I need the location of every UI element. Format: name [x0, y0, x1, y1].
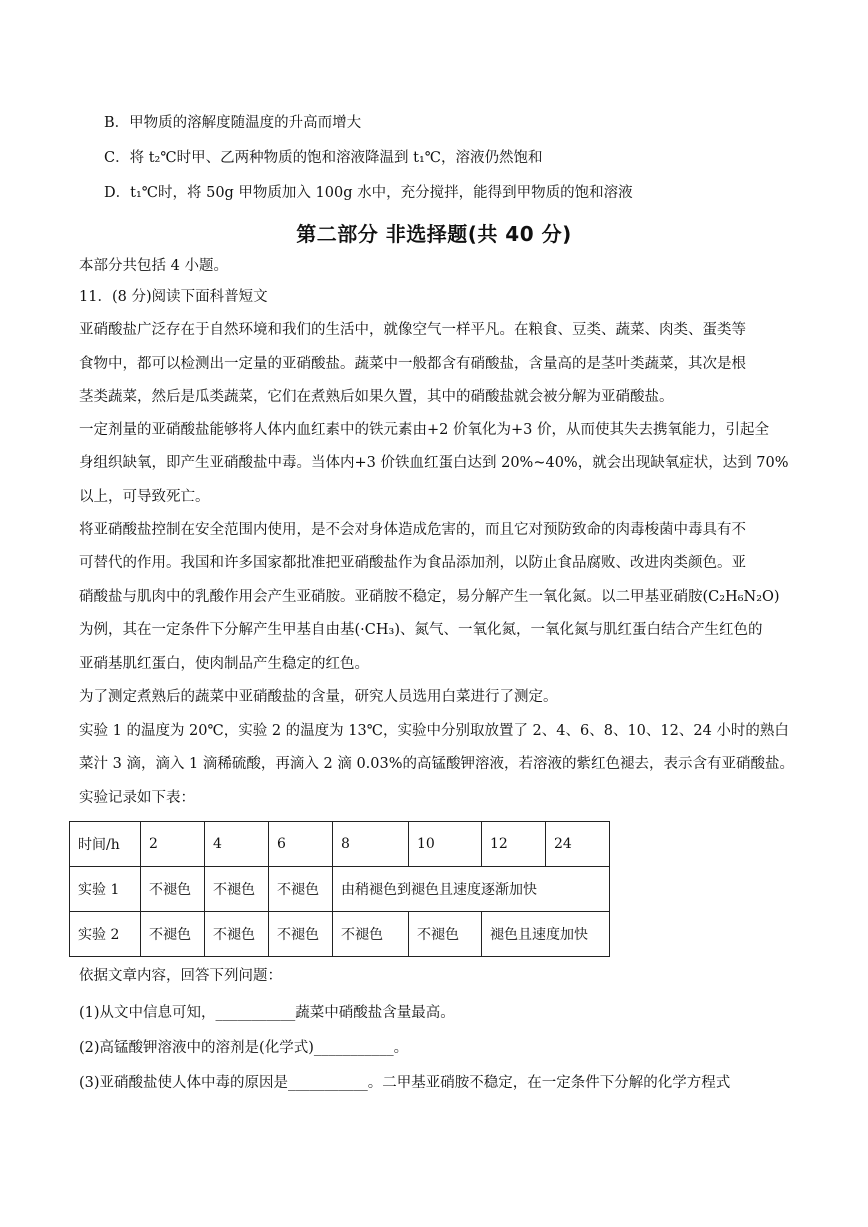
- experiment-record-table: [69, 821, 610, 957]
- table-cell: 不褪色: [205, 867, 269, 912]
- table-cell: 褪色且速度加快: [482, 912, 610, 957]
- paragraph-line: 为了测定煮熟后的蔬菜中亚硝酸盐的含量，研究人员选用白菜进行了测定。: [79, 689, 558, 705]
- question-11-header: 11．(8 分)阅读下面科普短文: [79, 289, 268, 305]
- table-cell: 24: [546, 822, 610, 867]
- table-cell: 6: [269, 822, 333, 867]
- paragraph-line: 菜汁 3 滴，滴入 1 滴稀硫酸，再滴入 2 滴 0.03%的高锰酸钾溶液，若溶液的紫红色褪去，表示含有亚硝酸盐。: [79, 756, 794, 772]
- table-header-row: [70, 822, 610, 867]
- section-title: 第二部分 非选择题(共 40 分): [296, 222, 572, 246]
- paragraph-line: 亚硝酸盐广泛存在于自然环境和我们的生活中，就像空气一样平凡。在粮食、豆类、蔬菜、肉类、蛋类等: [79, 322, 746, 338]
- paragraph-line: 实验记录如下表：: [79, 790, 195, 806]
- paragraph-line: 食物中，都可以检测出一定量的亚硝酸盐。蔬菜中一般都含有硝酸盐，含量高的是茎叶类蔬菜，其次是根: [79, 356, 746, 372]
- section-intro: 本部分共包括 4 小题。: [79, 258, 228, 274]
- table-cell: 由稍褪色到褪色且速度逐渐加快: [333, 867, 610, 912]
- option-d: D．t₁℃时，将 50g 甲物质加入 100g 水中，充分搅拌，能得到甲物质的饱和溶液: [104, 185, 633, 201]
- table-cell: 不褪色: [269, 867, 333, 912]
- paragraph-line: 将亚硝酸盐控制在安全范围内使用，是不会对身体造成危害的，而且它对预防致命的肉毒梭菌中毒具有不: [79, 522, 746, 538]
- table-cell: 实验 2: [70, 912, 141, 957]
- paragraph-line: 身组织缺氧，即产生亚硝酸盐中毒。当体内+3 价铁血红蛋白达到 20%~40%，就会出现缺氧症状，达到 70%: [79, 455, 789, 471]
- table-cell: 不褪色: [141, 912, 205, 957]
- table-row: [70, 867, 610, 912]
- question-3: (3)亚硝酸盐使人体中毒的原因是___________。二甲基亚硝胺不稳定，在一定条件下分解的化学方程式: [79, 1075, 731, 1091]
- table-cell: 12: [482, 822, 546, 867]
- paragraph-line: 以上，可导致死亡。: [79, 489, 210, 505]
- table-row: [70, 912, 610, 957]
- questions-lead: 依据文章内容，回答下列问题：: [79, 968, 282, 984]
- table-cell: 不褪色: [269, 912, 333, 957]
- option-c: C．将 t₂℃时甲、乙两种物质的饱和溶液降温到 t₁℃，溶液仍然饱和: [104, 150, 543, 166]
- table-cell: 2: [141, 822, 205, 867]
- table-cell: 时间/h: [70, 822, 141, 867]
- paragraph-line: 实验 1 的温度为 20℃，实验 2 的温度为 13℃，实验中分别取放置了 2、4、6、8、10、12、24 小时的熟白: [79, 723, 789, 739]
- table-cell: 不褪色: [333, 912, 409, 957]
- question-1: (1)从文中信息可知，___________蔬菜中硝酸盐含量最高。: [79, 1005, 455, 1021]
- question-2: (2)高锰酸钾溶液中的溶剂是(化学式)___________。: [79, 1040, 409, 1056]
- table-cell: 不褪色: [141, 867, 205, 912]
- table-cell: 10: [409, 822, 482, 867]
- paragraph-line: 亚硝基肌红蛋白，使肉制品产生稳定的红色。: [79, 656, 369, 672]
- table-cell: 不褪色: [205, 912, 269, 957]
- table-cell: 4: [205, 822, 269, 867]
- table-cell: 实验 1: [70, 867, 141, 912]
- paragraph-line: 可替代的作用。我国和许多国家都批准把亚硝酸盐作为食品添加剂，以防止食品腐败、改进肉类颜色。亚: [79, 555, 746, 571]
- table-cell: 不褪色: [409, 912, 482, 957]
- paragraph-line: 一定剂量的亚硝酸盐能够将人体内血红素中的铁元素由+2 价氧化为+3 价，从而使其失去携氧能力，引起全: [79, 422, 769, 438]
- paragraph-line: 硝酸盐与肌肉中的乳酸作用会产生亚硝胺。亚硝胺不稳定，易分解产生一氧化氮。以二甲基亚硝胺(C₂H₆N₂O): [79, 589, 780, 605]
- option-b: B．甲物质的溶解度随温度的升高而增大: [104, 115, 362, 131]
- paragraph-line: 为例，其在一定条件下分解产生甲基自由基(·CH₃)、氮气、一氧化氮，一氧化氮与肌红蛋白结合产生红色的: [79, 622, 763, 638]
- paragraph-line: 茎类蔬菜，然后是瓜类蔬菜，它们在煮熟后如果久置，其中的硝酸盐就会被分解为亚硝酸盐。: [79, 389, 674, 405]
- table-cell: 8: [333, 822, 409, 867]
